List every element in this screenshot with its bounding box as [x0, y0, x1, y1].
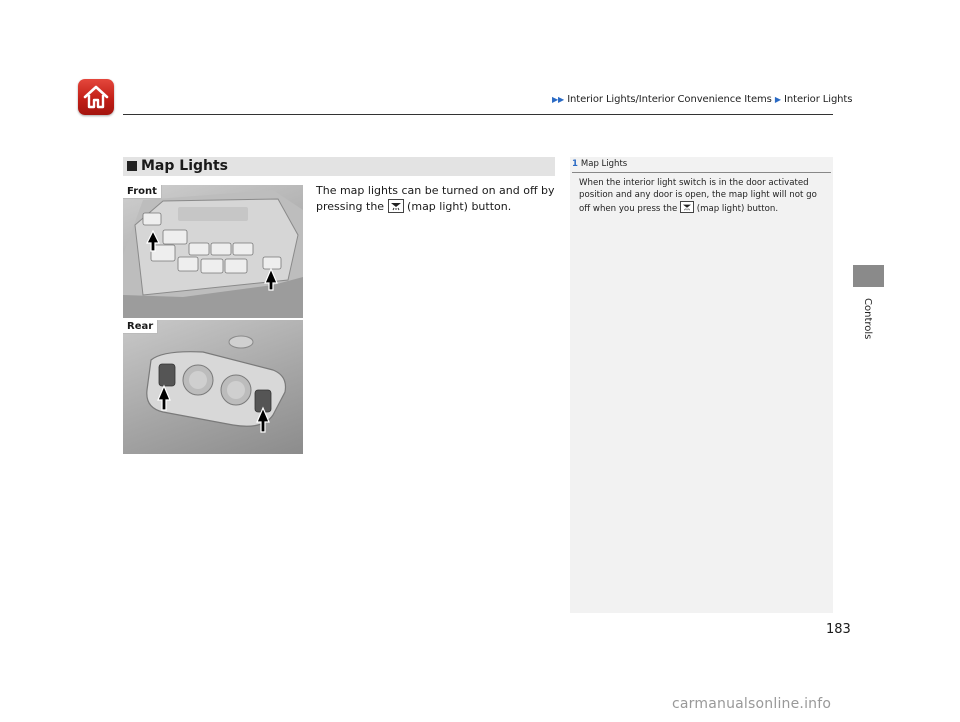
- front-map-light-figure: [123, 185, 303, 318]
- breadcrumb-arrow-icon: ▶▶: [552, 95, 565, 104]
- note-ref-number: 1: [572, 159, 578, 169]
- note-text-end: (map light) button.: [693, 204, 779, 214]
- side-note-panel: [570, 157, 833, 613]
- home-icon: [82, 83, 110, 111]
- rear-console-illustration: [123, 320, 303, 454]
- header-rule: [123, 114, 833, 115]
- side-note-rule: [572, 172, 831, 173]
- rear-label: Rear: [123, 320, 158, 334]
- chapter-tab[interactable]: [853, 265, 884, 287]
- page-number: 183: [826, 622, 851, 637]
- section-header: [123, 157, 555, 176]
- note-text-start: When the interior light switch is in the door activated position and any door is open, the map light will not go off when you press the: [579, 178, 817, 214]
- chapter-label: Controls: [862, 298, 873, 340]
- front-label: Front: [123, 185, 162, 199]
- section-body: [316, 183, 556, 215]
- map-light-icon: [680, 201, 694, 213]
- side-note-text: [579, 177, 829, 215]
- map-light-icon: [388, 199, 404, 213]
- front-console-illustration: [123, 185, 303, 318]
- side-note-heading: Map Lights: [580, 159, 628, 169]
- breadcrumb-parent[interactable]: Interior Lights/Interior Convenience Items: [567, 94, 772, 105]
- body-text-end: (map light) button.: [403, 200, 512, 213]
- breadcrumb-arrow-icon: ▶: [774, 95, 781, 104]
- breadcrumb-current[interactable]: Interior Lights: [784, 94, 853, 105]
- breadcrumb: [552, 94, 852, 105]
- rear-map-light-figure: [123, 320, 303, 454]
- home-button[interactable]: [78, 79, 114, 115]
- section-title: Map Lights: [141, 158, 229, 174]
- watermark: carmanualsonline.info: [672, 696, 832, 712]
- side-note-header: [572, 159, 627, 169]
- section-marker-icon: [127, 161, 137, 171]
- body-text-start: The map lights can be turned on and off by pressing the: [316, 184, 555, 213]
